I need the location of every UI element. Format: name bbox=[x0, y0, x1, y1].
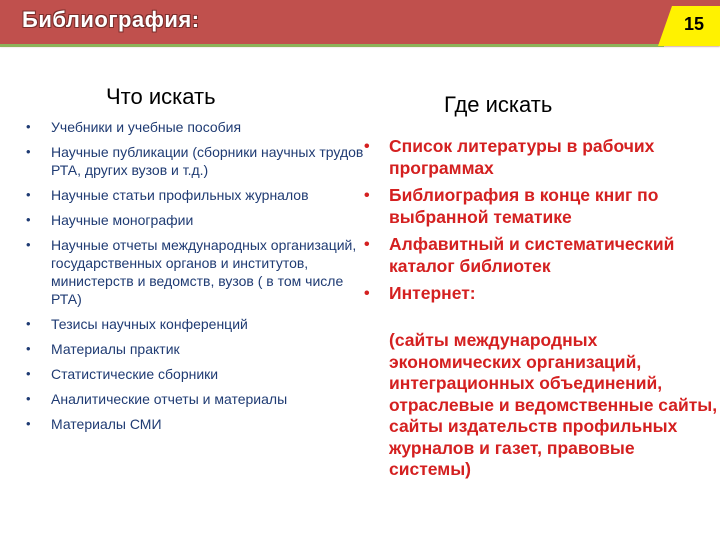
page-number-badge bbox=[658, 6, 720, 46]
list-item-text: Научные статьи профильных журналов bbox=[51, 187, 309, 203]
list-item bbox=[24, 211, 364, 229]
header-bar bbox=[0, 0, 720, 44]
where-to-search-list bbox=[362, 136, 712, 311]
list-item bbox=[24, 415, 364, 433]
bullet-icon: • bbox=[26, 316, 31, 331]
bullet-icon: • bbox=[26, 144, 31, 159]
bullet-icon: • bbox=[26, 391, 31, 406]
list-item bbox=[24, 143, 364, 179]
bullet-icon: • bbox=[26, 237, 31, 252]
header-divider bbox=[0, 44, 664, 47]
list-item bbox=[24, 315, 364, 333]
what-to-search-list bbox=[24, 118, 364, 440]
list-item-text: Материалы практик bbox=[51, 341, 180, 357]
list-item-text: Список литературы в рабочих программах bbox=[389, 136, 655, 178]
what-to-search-heading: Что искать bbox=[106, 84, 216, 109]
internet-sources-details: (сайты международных экономических организаций, интеграционных объединений, отраслевые и ведомственные сайты, сайты издательств профильных журналов и газет, правовые системы) bbox=[389, 330, 718, 479]
bullet-icon: • bbox=[364, 187, 370, 204]
bullet-icon: • bbox=[364, 236, 370, 253]
bullet-icon: • bbox=[26, 416, 31, 431]
page-number: 15 bbox=[683, 14, 705, 34]
bullet-icon: • bbox=[26, 187, 31, 202]
where-to-search-heading: Где искать bbox=[444, 92, 553, 117]
list-item bbox=[362, 283, 712, 305]
list-item bbox=[24, 390, 364, 408]
bullet-icon: • bbox=[364, 138, 370, 155]
list-item bbox=[362, 136, 712, 179]
list-item-text: Тезисы научных конференций bbox=[51, 316, 248, 332]
list-item bbox=[362, 234, 712, 277]
list-item-text: Интернет: bbox=[389, 283, 476, 303]
list-item bbox=[24, 236, 364, 308]
bullet-icon: • bbox=[364, 285, 370, 302]
list-item-text: Материалы СМИ bbox=[51, 416, 162, 432]
list-item-text: Статистические сборники bbox=[51, 366, 219, 382]
slide-title: Библиография: bbox=[22, 7, 200, 32]
bullet-icon: • bbox=[26, 341, 31, 356]
list-item-text: Аналитические отчеты и материалы bbox=[51, 391, 288, 407]
list-item bbox=[24, 340, 364, 358]
list-item bbox=[24, 186, 364, 204]
list-item bbox=[24, 365, 364, 383]
list-item-text: Научные отчеты международных организаций, государственных органов и институтов, министерств и ведомств, вузов ( в том числе РТА) bbox=[51, 237, 357, 307]
bullet-icon: • bbox=[26, 212, 31, 227]
list-item-text: Библиография в конце книг по выбранной тематике bbox=[389, 185, 659, 227]
list-item-text: Научные публикации (сборники научных трудов РТА, других вузов и т.д.) bbox=[51, 144, 364, 178]
list-item-text: Научные монографии bbox=[51, 212, 194, 228]
bullet-icon: • bbox=[26, 119, 31, 134]
list-item-text: Алфавитный и систематический каталог библиотек bbox=[389, 234, 675, 276]
list-item bbox=[362, 185, 712, 228]
bullet-icon: • bbox=[26, 366, 31, 381]
list-item bbox=[24, 118, 364, 136]
list-item-text: Учебники и учебные пособия bbox=[51, 119, 242, 135]
